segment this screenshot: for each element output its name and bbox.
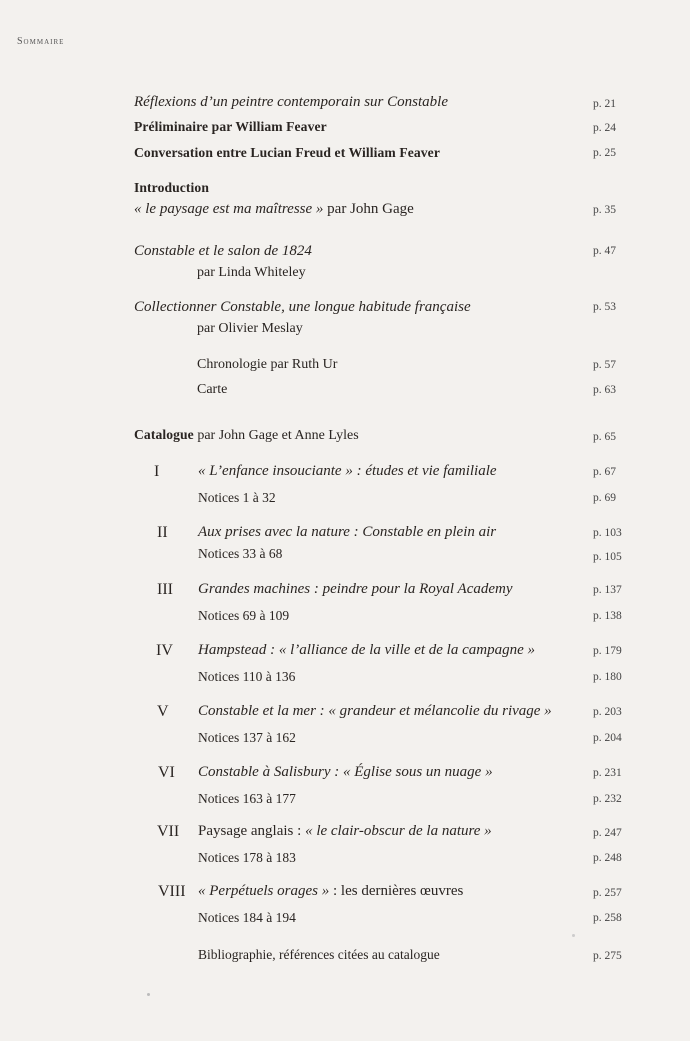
chapter-title: Constable à Salisbury : « Église sous un nuage »	[198, 764, 493, 780]
chapter-title-plain: Paysage anglais :	[198, 823, 306, 839]
toc-entry	[134, 201, 414, 218]
chapter-number: VII	[157, 823, 180, 840]
page-number: p. 204	[593, 732, 622, 744]
page-number: p. 257	[593, 887, 622, 899]
entry-title: « le paysage est ma maîtresse »	[134, 201, 324, 217]
page-number: p. 21	[593, 98, 616, 110]
page-header: Sommaire	[17, 36, 65, 47]
notices-entry: Notices 178 à 183	[198, 850, 296, 865]
notices-entry: Notices 69 à 109	[198, 608, 290, 623]
page-number: p. 53	[593, 301, 616, 313]
paper-speck	[147, 993, 150, 996]
chapter-title-plain: : les dernières œuvres	[329, 883, 464, 899]
toc-entry: Réflexions d’un peintre contemporain sur Constable	[134, 94, 448, 110]
chapter-title	[198, 883, 463, 900]
toc-entry: Préliminaire par William Feaver	[134, 119, 327, 134]
chapter-title: Hampstead : « l’alliance de la ville et de la campagne »	[198, 642, 535, 658]
page-number: p. 258	[593, 912, 622, 924]
chapter-title: Aux prises avec la nature : Constable en plein air	[198, 524, 497, 540]
page-number: p. 247	[593, 827, 622, 839]
page-number: p. 203	[593, 706, 622, 718]
entry-label: Catalogue	[134, 427, 194, 442]
page-number: p. 180	[593, 671, 622, 683]
chapter-title: Constable et la mer : « grandeur et mélancolie du rivage »	[198, 703, 552, 719]
section-heading: Introduction	[134, 180, 209, 195]
entry-author: par Olivier Meslay	[197, 321, 303, 336]
page-number: p. 25	[593, 147, 616, 159]
page-number: p. 275	[593, 950, 622, 962]
page-number: p. 179	[593, 645, 622, 657]
page-number: p. 105	[593, 551, 622, 563]
chapter-title: Grandes machines : peindre pour la Royal Academy	[198, 581, 513, 597]
paper-speck	[572, 934, 575, 937]
page-number: p. 47	[593, 245, 616, 257]
chapter-number: I	[154, 463, 160, 480]
page-number: p. 67	[593, 466, 616, 478]
notices-entry: Notices 184 à 194	[198, 910, 296, 925]
notices-entry: Notices 163 à 177	[198, 791, 296, 806]
toc-entry: Conversation entre Lucian Freud et William Feaver	[134, 145, 440, 160]
page-number: p. 232	[593, 793, 622, 805]
chapter-title-italic: « Perpétuels orages »	[198, 883, 330, 899]
page-number: p. 24	[593, 122, 616, 134]
chapter-number: II	[157, 524, 168, 541]
page-number: p. 231	[593, 767, 622, 779]
page-number: p. 248	[593, 852, 622, 864]
entry-author: par John Gage et Anne Lyles	[193, 428, 359, 443]
page-number: p. 63	[593, 384, 616, 396]
page-number: p. 35	[593, 204, 616, 216]
page-number: p. 138	[593, 610, 622, 622]
entry-author: par John Gage	[323, 201, 414, 217]
notices-entry: Notices 33 à 68	[198, 546, 283, 561]
chapter-title-italic: « le clair-obscur de la nature »	[305, 823, 492, 839]
chapter-title	[198, 823, 492, 840]
notices-entry: Notices 137 à 162	[198, 730, 296, 745]
chapter-number: VIII	[158, 883, 186, 900]
page-number: p. 65	[593, 431, 616, 443]
page-number: p. 57	[593, 359, 616, 371]
page-number: p. 69	[593, 492, 616, 504]
page-number: p. 103	[593, 527, 622, 539]
chapter-number: III	[157, 581, 173, 598]
chapter-number: IV	[156, 642, 173, 659]
toc-entry: Carte	[197, 382, 228, 397]
chapter-number: V	[157, 703, 169, 720]
chapter-number: VI	[158, 764, 175, 781]
toc-entry: Chronologie par Ruth Ur	[197, 357, 338, 372]
toc-entry: Collectionner Constable, une longue habitude française	[134, 299, 471, 315]
notices-entry: Notices 110 à 136	[198, 669, 296, 684]
toc-entry: Constable et le salon de 1824	[134, 243, 312, 259]
toc-entry	[134, 427, 359, 444]
page-number: p. 137	[593, 584, 622, 596]
chapter-title: « L’enfance insouciante » : études et vie familiale	[198, 463, 497, 479]
toc-entry: Bibliographie, références citées au catalogue	[198, 947, 440, 962]
entry-author: par Linda Whiteley	[197, 265, 306, 280]
notices-entry: Notices 1 à 32	[198, 490, 276, 505]
